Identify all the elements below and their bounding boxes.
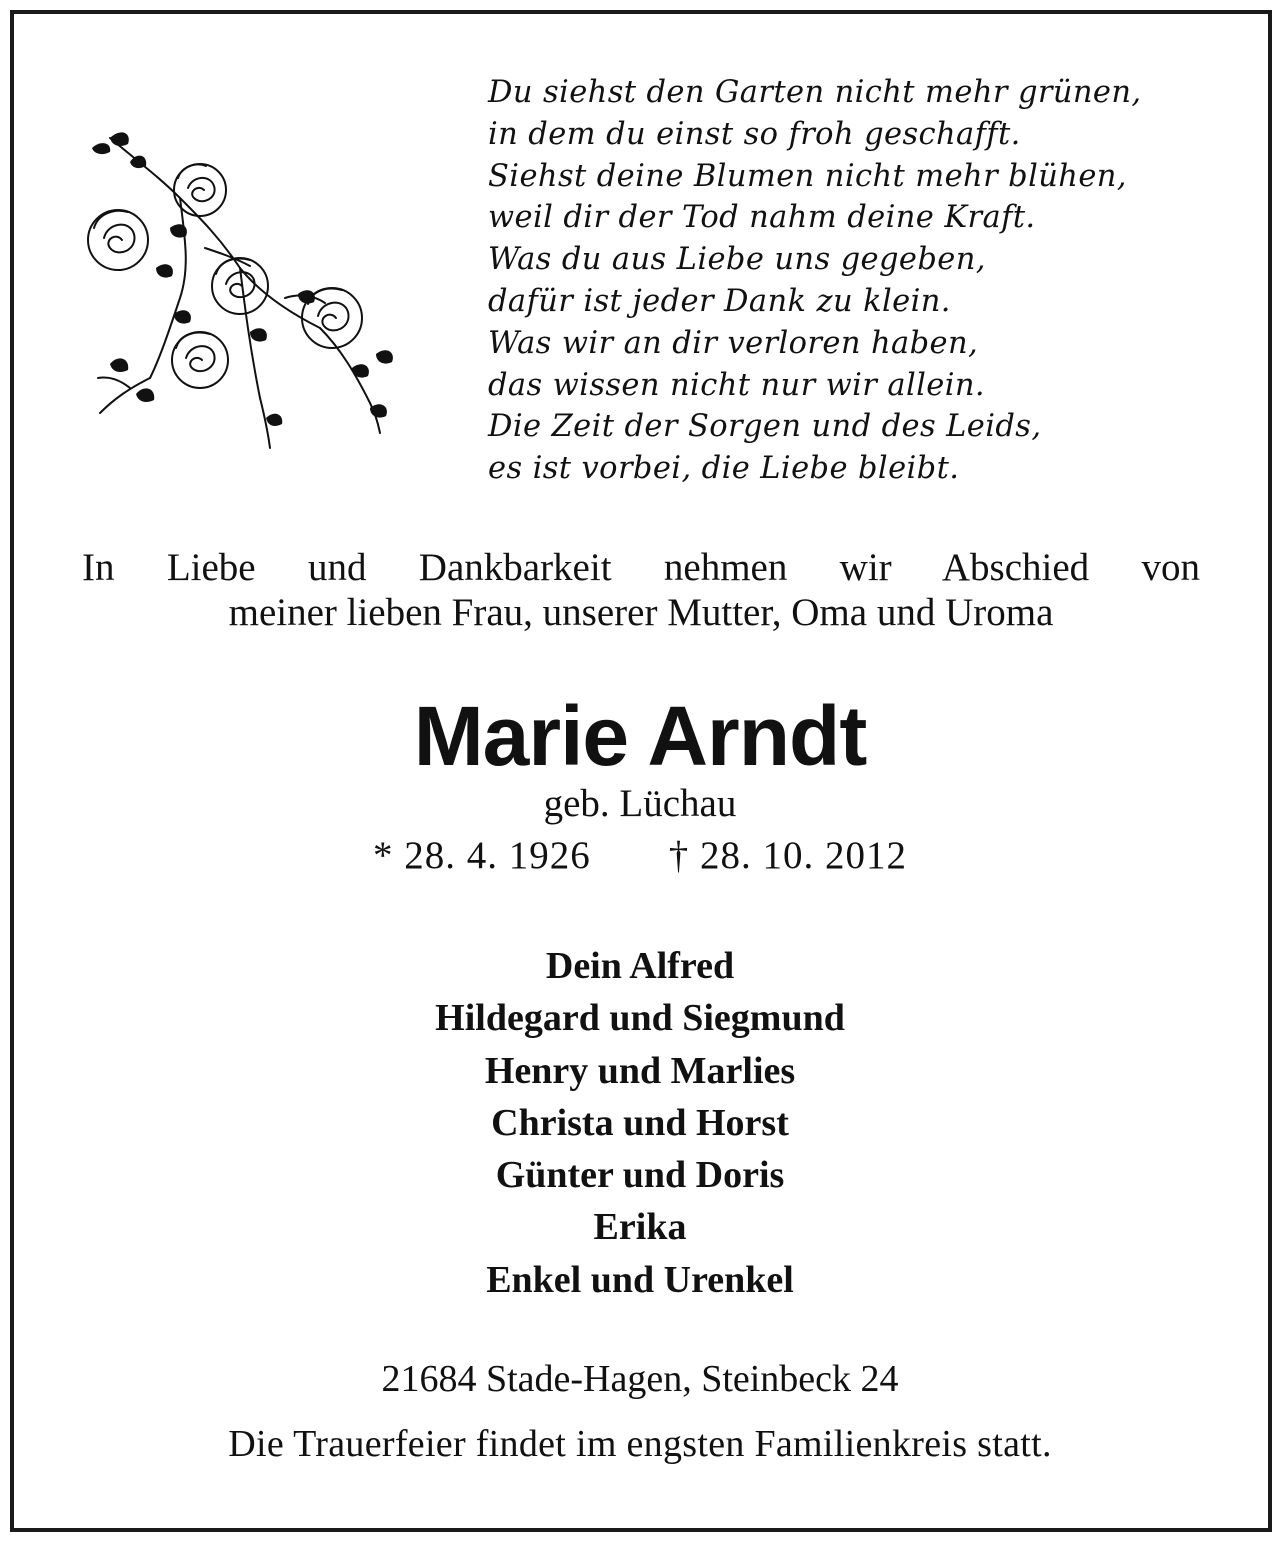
deceased-name: Marie Arndt	[413, 689, 867, 783]
mourners-list	[0, 940, 1280, 1306]
address: 21684 Stade-Hagen, Steinbeck 24	[381, 1358, 899, 1400]
intro-line: meiner lieben Frau, unserer Mutter, Oma und Uroma	[228, 591, 1054, 634]
maiden-name: geb. Lüchau	[543, 782, 737, 825]
life-dates	[0, 832, 1280, 880]
poem-line: Die Zeit der Sorgen und des Leids,	[488, 409, 1042, 445]
mourner: Erika	[593, 1206, 687, 1249]
roses-icon	[70, 118, 410, 458]
death-date: † 28. 10. 2012	[668, 834, 907, 877]
poem-line: Du siehst den Garten nicht mehr grünen,	[488, 75, 1142, 110]
poem-line: dafür ist jeder Dank zu klein.	[488, 283, 951, 319]
birth-date: * 28. 4. 1926	[373, 834, 591, 877]
mourner: Dein Alfred	[545, 945, 735, 987]
poem-line: Was wir an dir verloren haben,	[488, 325, 979, 361]
mourner: Günter und Doris	[495, 1154, 785, 1197]
poem-line: in dem du einst so froh geschafft.	[488, 116, 1021, 152]
mourner: Hildegard und Siegmund	[435, 997, 845, 1040]
poem-line: weil dir der Tod nahm deine Kraft.	[488, 200, 1036, 236]
intro-line: In Liebe und Dankbarkeit nehmen wir Abschied von	[82, 546, 1200, 589]
mourner: Enkel und Urenkel	[486, 1258, 794, 1301]
poem-line: Siehst deine Blumen nicht mehr blühen,	[488, 158, 1127, 194]
farewell-intro	[82, 545, 1200, 635]
ceremony-note: Die Trauerfeier findet im engsten Familienkreis statt.	[228, 1423, 1052, 1465]
poem	[488, 72, 1248, 490]
poem-line: Was du aus Liebe uns gegeben,	[488, 242, 986, 278]
poem-line: das wissen nicht nur wir allein.	[488, 367, 986, 403]
mourner: Christa und Horst	[491, 1101, 789, 1144]
poem-line: es ist vorbei, die Liebe bleibt.	[488, 451, 960, 487]
mourner: Henry und Marlies	[484, 1049, 796, 1092]
